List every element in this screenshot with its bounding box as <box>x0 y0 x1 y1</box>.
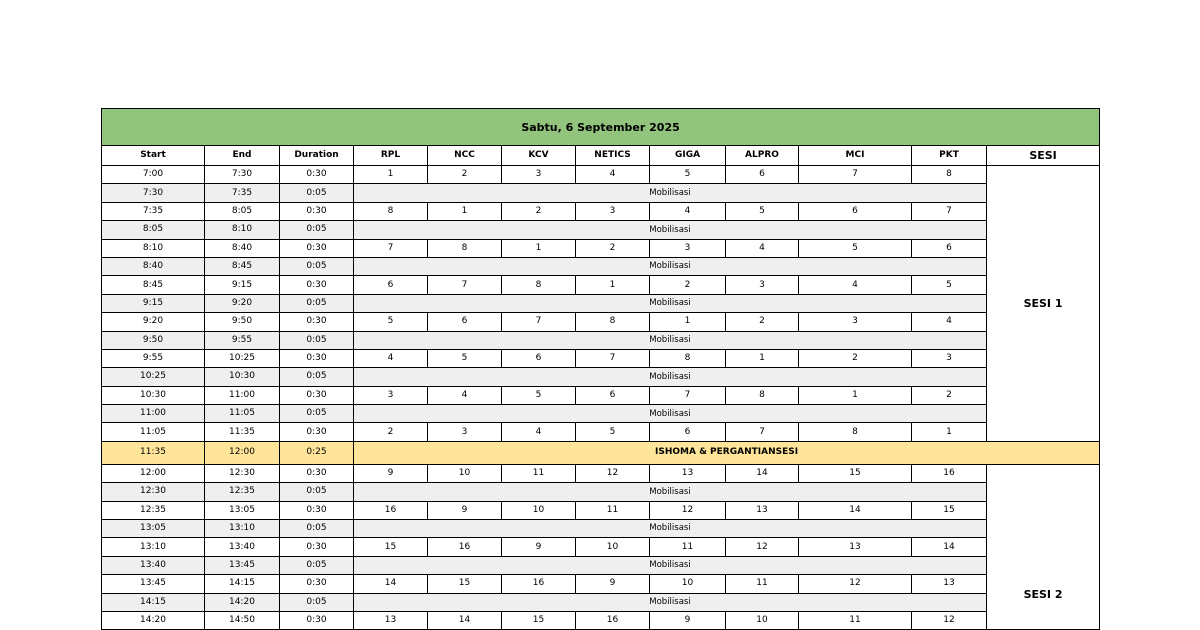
rotation-cell: 12 <box>726 538 799 556</box>
duration-cell: 0:05 <box>280 257 354 275</box>
rotation-cell: 11 <box>726 575 799 593</box>
duration-cell: 0:30 <box>280 386 354 404</box>
mobilisasi-label: Mobilisasi <box>354 593 987 611</box>
duration-cell: 0:30 <box>280 313 354 331</box>
start-time-cell: 9:50 <box>102 331 205 349</box>
rotation-cell: 6 <box>726 166 799 184</box>
rotation-cell: 3 <box>428 423 502 441</box>
start-time-cell: 11:35 <box>102 441 205 464</box>
rotation-cell: 3 <box>726 276 799 294</box>
rotation-cell: 14 <box>354 575 428 593</box>
mobilisasi-label: Mobilisasi <box>354 221 987 239</box>
end-time-cell: 12:00 <box>205 441 280 464</box>
end-time-cell: 9:15 <box>205 276 280 294</box>
rotation-cell: 5 <box>912 276 987 294</box>
duration-cell: 0:30 <box>280 166 354 184</box>
rotation-cell: 12 <box>912 611 987 629</box>
rotation-cell: 3 <box>502 166 576 184</box>
header-end: End <box>205 146 280 166</box>
rotation-cell: 9 <box>650 611 726 629</box>
duration-cell: 0:05 <box>280 221 354 239</box>
duration-cell: 0:25 <box>280 441 354 464</box>
rotation-cell: 4 <box>726 239 799 257</box>
slot-row <box>102 202 1100 220</box>
start-time-cell: 8:45 <box>102 276 205 294</box>
duration-cell: 0:30 <box>280 538 354 556</box>
start-time-cell: 13:10 <box>102 538 205 556</box>
rotation-cell: 8 <box>428 239 502 257</box>
duration-cell: 0:05 <box>280 331 354 349</box>
rotation-cell: 15 <box>502 611 576 629</box>
rotation-cell: 10 <box>650 575 726 593</box>
duration-cell: 0:30 <box>280 423 354 441</box>
rotation-cell: 7 <box>354 239 428 257</box>
duration-cell: 0:05 <box>280 483 354 501</box>
rotation-cell: 16 <box>912 464 987 482</box>
start-time-cell: 14:20 <box>102 611 205 629</box>
end-time-cell: 14:20 <box>205 593 280 611</box>
end-time-cell: 13:45 <box>205 556 280 574</box>
header-kcv: KCV <box>502 146 576 166</box>
rotation-cell: 16 <box>428 538 502 556</box>
rotation-cell: 9 <box>428 501 502 519</box>
rotation-cell: 11 <box>650 538 726 556</box>
rotation-cell: 9 <box>354 464 428 482</box>
mobilisasi-label: Mobilisasi <box>354 483 987 501</box>
slot-row <box>102 423 1100 441</box>
mobilisasi-row <box>102 520 1100 538</box>
rotation-cell: 10 <box>576 538 650 556</box>
rotation-cell: 9 <box>502 538 576 556</box>
rotation-cell: 13 <box>799 538 912 556</box>
rotation-cell: 11 <box>576 501 650 519</box>
rotation-cell: 15 <box>428 575 502 593</box>
header-rpl: RPL <box>354 146 428 166</box>
duration-cell: 0:05 <box>280 368 354 386</box>
mobilisasi-row <box>102 368 1100 386</box>
slot-row <box>102 538 1100 556</box>
start-time-cell: 11:05 <box>102 423 205 441</box>
start-time-cell: 8:05 <box>102 221 205 239</box>
end-time-cell: 12:35 <box>205 483 280 501</box>
rotation-cell: 7 <box>912 202 987 220</box>
rotation-cell: 10 <box>502 501 576 519</box>
duration-cell: 0:05 <box>280 405 354 423</box>
end-time-cell: 11:35 <box>205 423 280 441</box>
rotation-cell: 2 <box>354 423 428 441</box>
rotation-cell: 16 <box>502 575 576 593</box>
end-time-cell: 7:30 <box>205 166 280 184</box>
end-time-cell: 8:40 <box>205 239 280 257</box>
rotation-cell: 2 <box>428 166 502 184</box>
header-start: Start <box>102 146 205 166</box>
rotation-cell: 6 <box>428 313 502 331</box>
header-netics: NETICS <box>576 146 650 166</box>
start-time-cell: 9:15 <box>102 294 205 312</box>
rotation-cell: 9 <box>576 575 650 593</box>
rotation-cell: 1 <box>726 349 799 367</box>
slot-row <box>102 575 1100 593</box>
rotation-cell: 4 <box>354 349 428 367</box>
schedule-title: Sabtu, 6 September 2025 <box>102 109 1100 146</box>
end-time-cell: 9:50 <box>205 313 280 331</box>
slot-row <box>102 239 1100 257</box>
rotation-cell: 7 <box>502 313 576 331</box>
rotation-cell: 7 <box>650 386 726 404</box>
duration-cell: 0:30 <box>280 239 354 257</box>
duration-cell: 0:30 <box>280 501 354 519</box>
rotation-cell: 4 <box>428 386 502 404</box>
start-time-cell: 12:00 <box>102 464 205 482</box>
rotation-cell: 5 <box>428 349 502 367</box>
rotation-cell: 8 <box>354 202 428 220</box>
rotation-cell: 6 <box>799 202 912 220</box>
slot-row <box>102 611 1100 629</box>
end-time-cell: 13:05 <box>205 501 280 519</box>
rotation-cell: 13 <box>354 611 428 629</box>
mobilisasi-label: Mobilisasi <box>354 184 987 202</box>
rotation-cell: 3 <box>912 349 987 367</box>
break-label: ISHOMA & PERGANTIANSESI <box>354 441 1100 464</box>
rotation-cell: 2 <box>726 313 799 331</box>
end-time-cell: 14:15 <box>205 575 280 593</box>
rotation-cell: 7 <box>428 276 502 294</box>
rotation-cell: 8 <box>576 313 650 331</box>
end-time-cell: 9:55 <box>205 331 280 349</box>
end-time-cell: 10:25 <box>205 349 280 367</box>
header-alpro: ALPRO <box>726 146 799 166</box>
start-time-cell: 11:00 <box>102 405 205 423</box>
rotation-cell: 1 <box>650 313 726 331</box>
slot-row <box>102 386 1100 404</box>
rotation-cell: 6 <box>912 239 987 257</box>
slot-row <box>102 276 1100 294</box>
end-time-cell: 13:40 <box>205 538 280 556</box>
rotation-cell: 14 <box>912 538 987 556</box>
rotation-cell: 7 <box>799 166 912 184</box>
duration-cell: 0:05 <box>280 556 354 574</box>
duration-cell: 0:30 <box>280 464 354 482</box>
mobilisasi-label: Mobilisasi <box>354 556 987 574</box>
header-duration: Duration <box>280 146 354 166</box>
rotation-cell: 3 <box>576 202 650 220</box>
rotation-cell: 3 <box>650 239 726 257</box>
rotation-cell: 6 <box>502 349 576 367</box>
duration-cell: 0:30 <box>280 575 354 593</box>
rotation-cell: 1 <box>799 386 912 404</box>
rotation-cell: 2 <box>650 276 726 294</box>
mobilisasi-label: Mobilisasi <box>354 520 987 538</box>
rotation-cell: 3 <box>354 386 428 404</box>
start-time-cell: 9:55 <box>102 349 205 367</box>
rotation-cell: 8 <box>799 423 912 441</box>
rotation-cell: 6 <box>354 276 428 294</box>
rotation-cell: 16 <box>576 611 650 629</box>
end-time-cell: 14:50 <box>205 611 280 629</box>
end-time-cell: 8:10 <box>205 221 280 239</box>
header-pkt: PKT <box>912 146 987 166</box>
rotation-cell: 5 <box>576 423 650 441</box>
start-time-cell: 7:35 <box>102 202 205 220</box>
rotation-cell: 4 <box>502 423 576 441</box>
mobilisasi-label: Mobilisasi <box>354 405 987 423</box>
mobilisasi-label: Mobilisasi <box>354 257 987 275</box>
rotation-cell: 11 <box>799 611 912 629</box>
mobilisasi-label: Mobilisasi <box>354 331 987 349</box>
mobilisasi-row <box>102 405 1100 423</box>
rotation-cell: 1 <box>428 202 502 220</box>
start-time-cell: 7:00 <box>102 166 205 184</box>
duration-cell: 0:30 <box>280 276 354 294</box>
duration-cell: 0:05 <box>280 593 354 611</box>
rotation-cell: 5 <box>650 166 726 184</box>
header-mci: MCI <box>799 146 912 166</box>
schedule-table <box>101 108 1100 630</box>
end-time-cell: 11:05 <box>205 405 280 423</box>
mobilisasi-row <box>102 483 1100 501</box>
rotation-cell: 15 <box>354 538 428 556</box>
rotation-cell: 1 <box>354 166 428 184</box>
end-time-cell: 11:00 <box>205 386 280 404</box>
mobilisasi-row <box>102 294 1100 312</box>
rotation-cell: 15 <box>799 464 912 482</box>
duration-cell: 0:30 <box>280 349 354 367</box>
slot-row <box>102 313 1100 331</box>
rotation-cell: 5 <box>354 313 428 331</box>
session-label: SESI 2 <box>987 464 1100 630</box>
mobilisasi-row <box>102 257 1100 275</box>
end-time-cell: 13:10 <box>205 520 280 538</box>
slot-row <box>102 464 1100 482</box>
duration-cell: 0:05 <box>280 294 354 312</box>
rotation-cell: 5 <box>799 239 912 257</box>
rotation-cell: 14 <box>726 464 799 482</box>
rotation-cell: 8 <box>502 276 576 294</box>
mobilisasi-row <box>102 184 1100 202</box>
duration-cell: 0:05 <box>280 520 354 538</box>
slot-row <box>102 166 1100 184</box>
rotation-cell: 1 <box>576 276 650 294</box>
duration-cell: 0:05 <box>280 184 354 202</box>
rotation-cell: 13 <box>726 501 799 519</box>
session-label: SESI 1 <box>987 166 1100 442</box>
rotation-cell: 12 <box>576 464 650 482</box>
mobilisasi-label: Mobilisasi <box>354 368 987 386</box>
start-time-cell: 10:30 <box>102 386 205 404</box>
rotation-cell: 13 <box>912 575 987 593</box>
rotation-cell: 6 <box>576 386 650 404</box>
rotation-cell: 13 <box>650 464 726 482</box>
end-time-cell: 7:35 <box>205 184 280 202</box>
rotation-cell: 4 <box>912 313 987 331</box>
mobilisasi-label: Mobilisasi <box>354 294 987 312</box>
rotation-cell: 8 <box>726 386 799 404</box>
rotation-cell: 14 <box>428 611 502 629</box>
rotation-cell: 1 <box>912 423 987 441</box>
rotation-cell: 5 <box>502 386 576 404</box>
rotation-cell: 2 <box>799 349 912 367</box>
rotation-cell: 12 <box>799 575 912 593</box>
rotation-cell: 16 <box>354 501 428 519</box>
rotation-cell: 7 <box>726 423 799 441</box>
start-time-cell: 9:20 <box>102 313 205 331</box>
start-time-cell: 13:45 <box>102 575 205 593</box>
rotation-cell: 14 <box>799 501 912 519</box>
start-time-cell: 13:40 <box>102 556 205 574</box>
rotation-cell: 2 <box>502 202 576 220</box>
end-time-cell: 9:20 <box>205 294 280 312</box>
mobilisasi-row <box>102 331 1100 349</box>
rotation-cell: 2 <box>912 386 987 404</box>
mobilisasi-row <box>102 593 1100 611</box>
rotation-cell: 11 <box>502 464 576 482</box>
mobilisasi-row <box>102 556 1100 574</box>
start-time-cell: 8:40 <box>102 257 205 275</box>
header-giga: GIGA <box>650 146 726 166</box>
header-sesi: SESI <box>987 146 1100 166</box>
header-row <box>102 146 1100 166</box>
rotation-cell: 8 <box>912 166 987 184</box>
end-time-cell: 8:05 <box>205 202 280 220</box>
start-time-cell: 12:30 <box>102 483 205 501</box>
rotation-cell: 10 <box>428 464 502 482</box>
rotation-cell: 3 <box>799 313 912 331</box>
rotation-cell: 5 <box>726 202 799 220</box>
start-time-cell: 13:05 <box>102 520 205 538</box>
start-time-cell: 10:25 <box>102 368 205 386</box>
end-time-cell: 8:45 <box>205 257 280 275</box>
rotation-cell: 8 <box>650 349 726 367</box>
rotation-cell: 4 <box>650 202 726 220</box>
mobilisasi-row <box>102 221 1100 239</box>
rotation-cell: 7 <box>576 349 650 367</box>
break-row <box>102 441 1100 464</box>
title-row <box>102 109 1100 146</box>
rotation-cell: 4 <box>576 166 650 184</box>
slot-row <box>102 349 1100 367</box>
rotation-cell: 10 <box>726 611 799 629</box>
slot-row <box>102 501 1100 519</box>
start-time-cell: 14:15 <box>102 593 205 611</box>
end-time-cell: 10:30 <box>205 368 280 386</box>
start-time-cell: 8:10 <box>102 239 205 257</box>
duration-cell: 0:30 <box>280 611 354 629</box>
rotation-cell: 4 <box>799 276 912 294</box>
rotation-cell: 1 <box>502 239 576 257</box>
duration-cell: 0:30 <box>280 202 354 220</box>
rotation-cell: 12 <box>650 501 726 519</box>
start-time-cell: 12:35 <box>102 501 205 519</box>
rotation-cell: 2 <box>576 239 650 257</box>
header-ncc: NCC <box>428 146 502 166</box>
rotation-cell: 6 <box>650 423 726 441</box>
end-time-cell: 12:30 <box>205 464 280 482</box>
start-time-cell: 7:30 <box>102 184 205 202</box>
rotation-cell: 15 <box>912 501 987 519</box>
